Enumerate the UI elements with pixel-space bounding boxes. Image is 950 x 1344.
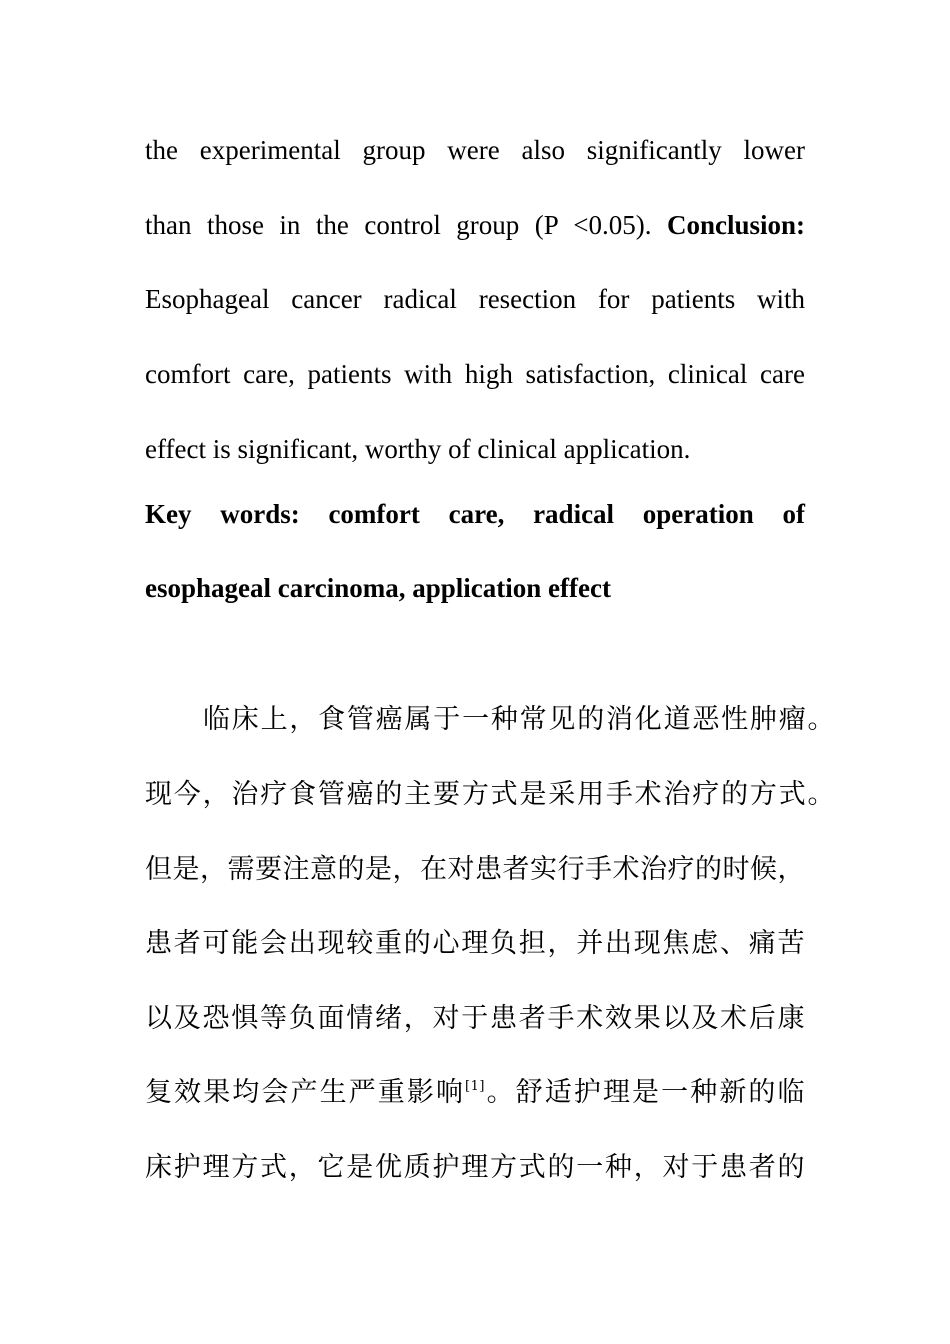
body-line-5: 以及恐惧等负面情绪，对于患者手术效果以及术后康	[145, 1003, 805, 1034]
body-line-6-start: 复效果均会产生严重影响	[145, 1077, 466, 1108]
body-line-6	[145, 1073, 805, 1113]
abstract-line-4: comfort care, patients with high satisfaction, clinical care	[145, 359, 805, 389]
abstract-line-3: Esophageal cancer radical resection for patients with	[145, 284, 805, 314]
body-line-3: 但是，需要注意的是，在对患者实行手术治疗的时候，	[145, 854, 805, 885]
citation-reference[interactable]: [1]	[465, 1079, 485, 1094]
conclusion-label: Conclusion:	[666, 210, 805, 240]
abstract-line-5: effect is significant, worthy of clinical application.	[145, 434, 691, 464]
body-line-1: 临床上，食管癌属于一种常见的消化道恶性肿瘤。	[203, 704, 835, 735]
body-line-2: 现今，治疗食管癌的主要方式是采用手术治疗的方式。	[145, 779, 835, 810]
abstract-line-1: the experimental group were also significantly lower	[145, 135, 805, 165]
abstract-results-text: than those in the control group (P <0.05).	[145, 210, 667, 240]
body-line-4: 患者可能会出现较重的心理负担，并出现焦虑、痛苦	[145, 928, 805, 959]
keywords-line-1: Key words: comfort care, radical operation of	[145, 499, 805, 529]
body-line-6-end: 。舒适护理是一种新的临	[484, 1077, 806, 1108]
abstract-line-2	[145, 205, 805, 245]
keywords-line-2: esophageal carcinoma, application effect	[145, 573, 611, 603]
body-line-7: 床护理方式，它是优质护理方式的一种，对于患者的	[145, 1152, 805, 1183]
